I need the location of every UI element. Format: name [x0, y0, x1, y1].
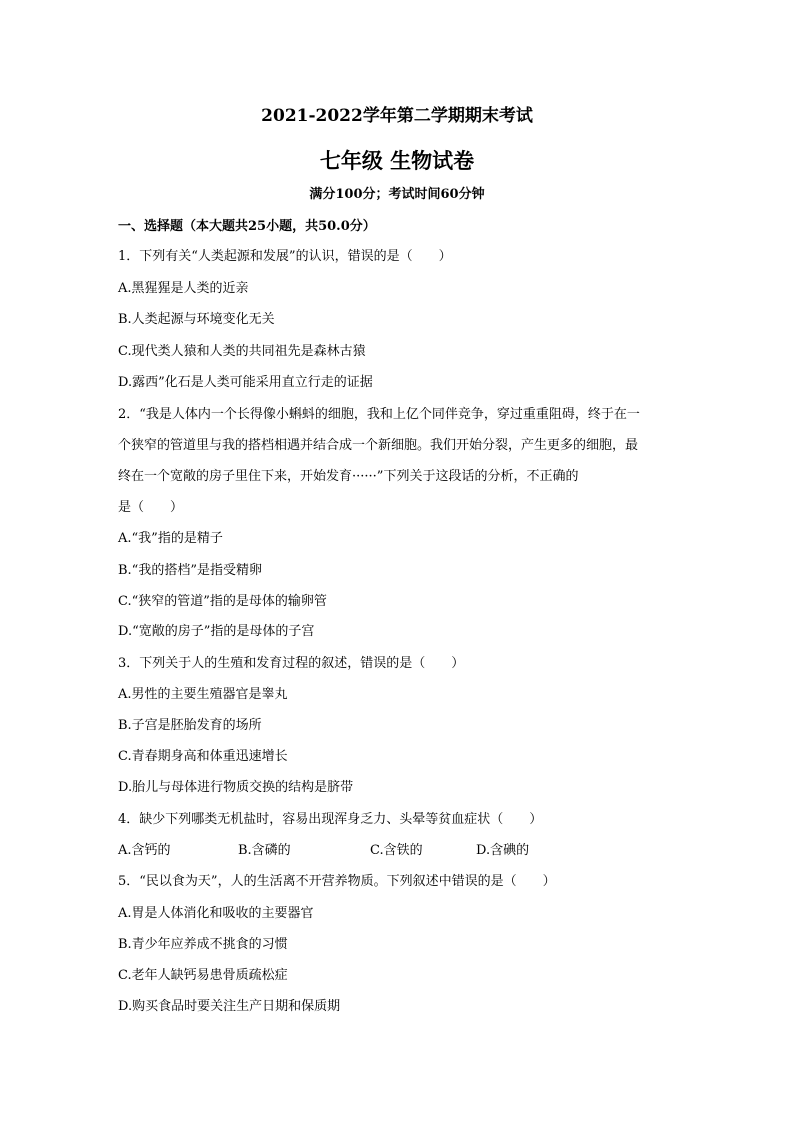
- question-stem: 5．“民以食为天”，人的生活离不开营养物质。下列叙述中错误的是（ ）: [118, 874, 556, 889]
- question-stem: 是（ ）: [118, 500, 184, 515]
- question-option: C.现代类人猿和人类的共同祖先是森林古猿: [118, 344, 366, 359]
- question-option: B.子宫是胚胎发育的场所: [118, 718, 262, 733]
- question-option: A.含钙的: [118, 843, 171, 858]
- question-option: B.“我的搭档”是指受精卵: [118, 563, 262, 578]
- question-option: A.胃是人体消化和吸收的主要器官: [118, 906, 314, 921]
- question-option: D.含碘的: [476, 843, 530, 858]
- question-stem: 2．“我是人体内一个长得像小蝌蚪的细胞，我和上亿个同伴竞争，穿过重重阻碍，终于在一: [118, 407, 640, 422]
- question-option: C.青春期身高和体重迅速增长: [118, 749, 288, 764]
- question-stem: 终在一个宽敞的房子里住下来，开始发育······”下列关于这段话的分析，不正确的: [118, 469, 579, 484]
- question-option: D.购买食品时要关注生产日期和保质期: [118, 999, 341, 1014]
- subject-title: 七年级 生物试卷: [319, 148, 475, 173]
- question-option: B.人类起源与环境变化无关: [118, 312, 275, 327]
- question-option: A.“我”指的是精子: [118, 531, 223, 546]
- score-info: 满分100分；考试时间60分钟: [309, 187, 485, 202]
- question-option: D.“宽敞的房子”指的是母体的子宫: [118, 624, 315, 639]
- question-option: A.男性的主要生殖器官是睾丸: [118, 687, 288, 702]
- question-option: C.“狭窄的管道”指的是母体的输卵管: [118, 594, 327, 609]
- question-option: B.青少年应养成不挑食的习惯: [118, 937, 288, 952]
- question-option: B.含磷的: [238, 843, 291, 858]
- exam-title: 2021-2022学年第二学期期末考试: [261, 106, 533, 126]
- question-stem: 1．下列有关“人类起源和发展”的认识，错误的是（ ）: [118, 249, 452, 264]
- question-option: D.胎儿与母体进行物质交换的结构是脐带: [118, 780, 354, 795]
- question-option: D.露西”化石是人类可能采用直立行走的证据: [118, 375, 373, 390]
- section-heading: 一、选择题（本大题共25小题，共50.0分）: [118, 219, 376, 234]
- question-option: A.黑猩猩是人类的近亲: [118, 281, 249, 296]
- question-stem: 3．下列关于人的生殖和发育过程的叙述，错误的是（ ）: [118, 656, 465, 671]
- question-option: C.含铁的: [370, 843, 423, 858]
- question-option: C.老年人缺钙易患骨质疏松症: [118, 968, 288, 983]
- question-stem: 个狭窄的管道里与我的搭档相遇并结合成一个新细胞。我们开始分裂，产生更多的细胞，最: [118, 438, 639, 453]
- question-stem: 4．缺少下列哪类无机盐时，容易出现浑身乏力、头晕等贫血症状（ ）: [118, 812, 543, 827]
